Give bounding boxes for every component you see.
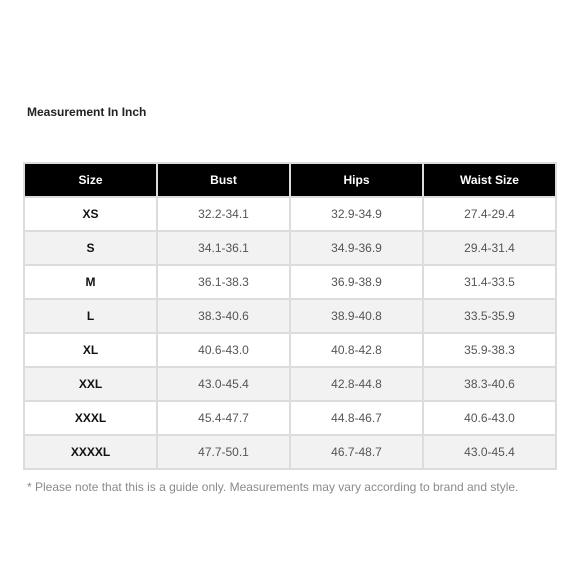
bust-cell: 38.3-40.6 xyxy=(158,300,289,332)
table-row xyxy=(25,266,555,298)
hips-cell: 46.7-48.7 xyxy=(291,436,422,468)
bust-cell: 40.6-43.0 xyxy=(158,334,289,366)
table-row xyxy=(25,402,555,434)
size-cell: XXL xyxy=(25,368,156,400)
size-chart-table xyxy=(23,162,557,470)
size-cell: L xyxy=(25,300,156,332)
hips-cell: 38.9-40.8 xyxy=(291,300,422,332)
table-row xyxy=(25,232,555,264)
waist-cell: 27.4-29.4 xyxy=(424,198,555,230)
hips-cell: 36.9-38.9 xyxy=(291,266,422,298)
header-bust: Bust xyxy=(158,164,289,196)
waist-cell: 29.4-31.4 xyxy=(424,232,555,264)
header-hips: Hips xyxy=(291,164,422,196)
bust-cell: 34.1-36.1 xyxy=(158,232,289,264)
disclaimer-note: * Please note that this is a guide only. Measurements may vary according to brand and style. xyxy=(27,480,519,494)
table-row xyxy=(25,436,555,468)
bust-cell: 43.0-45.4 xyxy=(158,368,289,400)
table-header-row xyxy=(25,164,555,196)
size-cell: XL xyxy=(25,334,156,366)
waist-cell: 35.9-38.3 xyxy=(424,334,555,366)
bust-cell: 32.2-34.1 xyxy=(158,198,289,230)
header-size: Size xyxy=(25,164,156,196)
size-cell: S xyxy=(25,232,156,264)
waist-cell: 33.5-35.9 xyxy=(424,300,555,332)
bust-cell: 45.4-47.7 xyxy=(158,402,289,434)
size-cell: XXXXL xyxy=(25,436,156,468)
hips-cell: 44.8-46.7 xyxy=(291,402,422,434)
size-cell: M xyxy=(25,266,156,298)
waist-cell: 40.6-43.0 xyxy=(424,402,555,434)
table-row xyxy=(25,334,555,366)
header-waist-size: Waist Size xyxy=(424,164,555,196)
table-row xyxy=(25,198,555,230)
bust-cell: 47.7-50.1 xyxy=(158,436,289,468)
waist-cell: 43.0-45.4 xyxy=(424,436,555,468)
waist-cell: 38.3-40.6 xyxy=(424,368,555,400)
page-title: Measurement In Inch xyxy=(27,105,147,119)
size-cell: XS xyxy=(25,198,156,230)
waist-cell: 31.4-33.5 xyxy=(424,266,555,298)
hips-cell: 32.9-34.9 xyxy=(291,198,422,230)
hips-cell: 40.8-42.8 xyxy=(291,334,422,366)
table-row xyxy=(25,368,555,400)
table-row xyxy=(25,300,555,332)
hips-cell: 34.9-36.9 xyxy=(291,232,422,264)
size-cell: XXXL xyxy=(25,402,156,434)
hips-cell: 42.8-44.8 xyxy=(291,368,422,400)
bust-cell: 36.1-38.3 xyxy=(158,266,289,298)
